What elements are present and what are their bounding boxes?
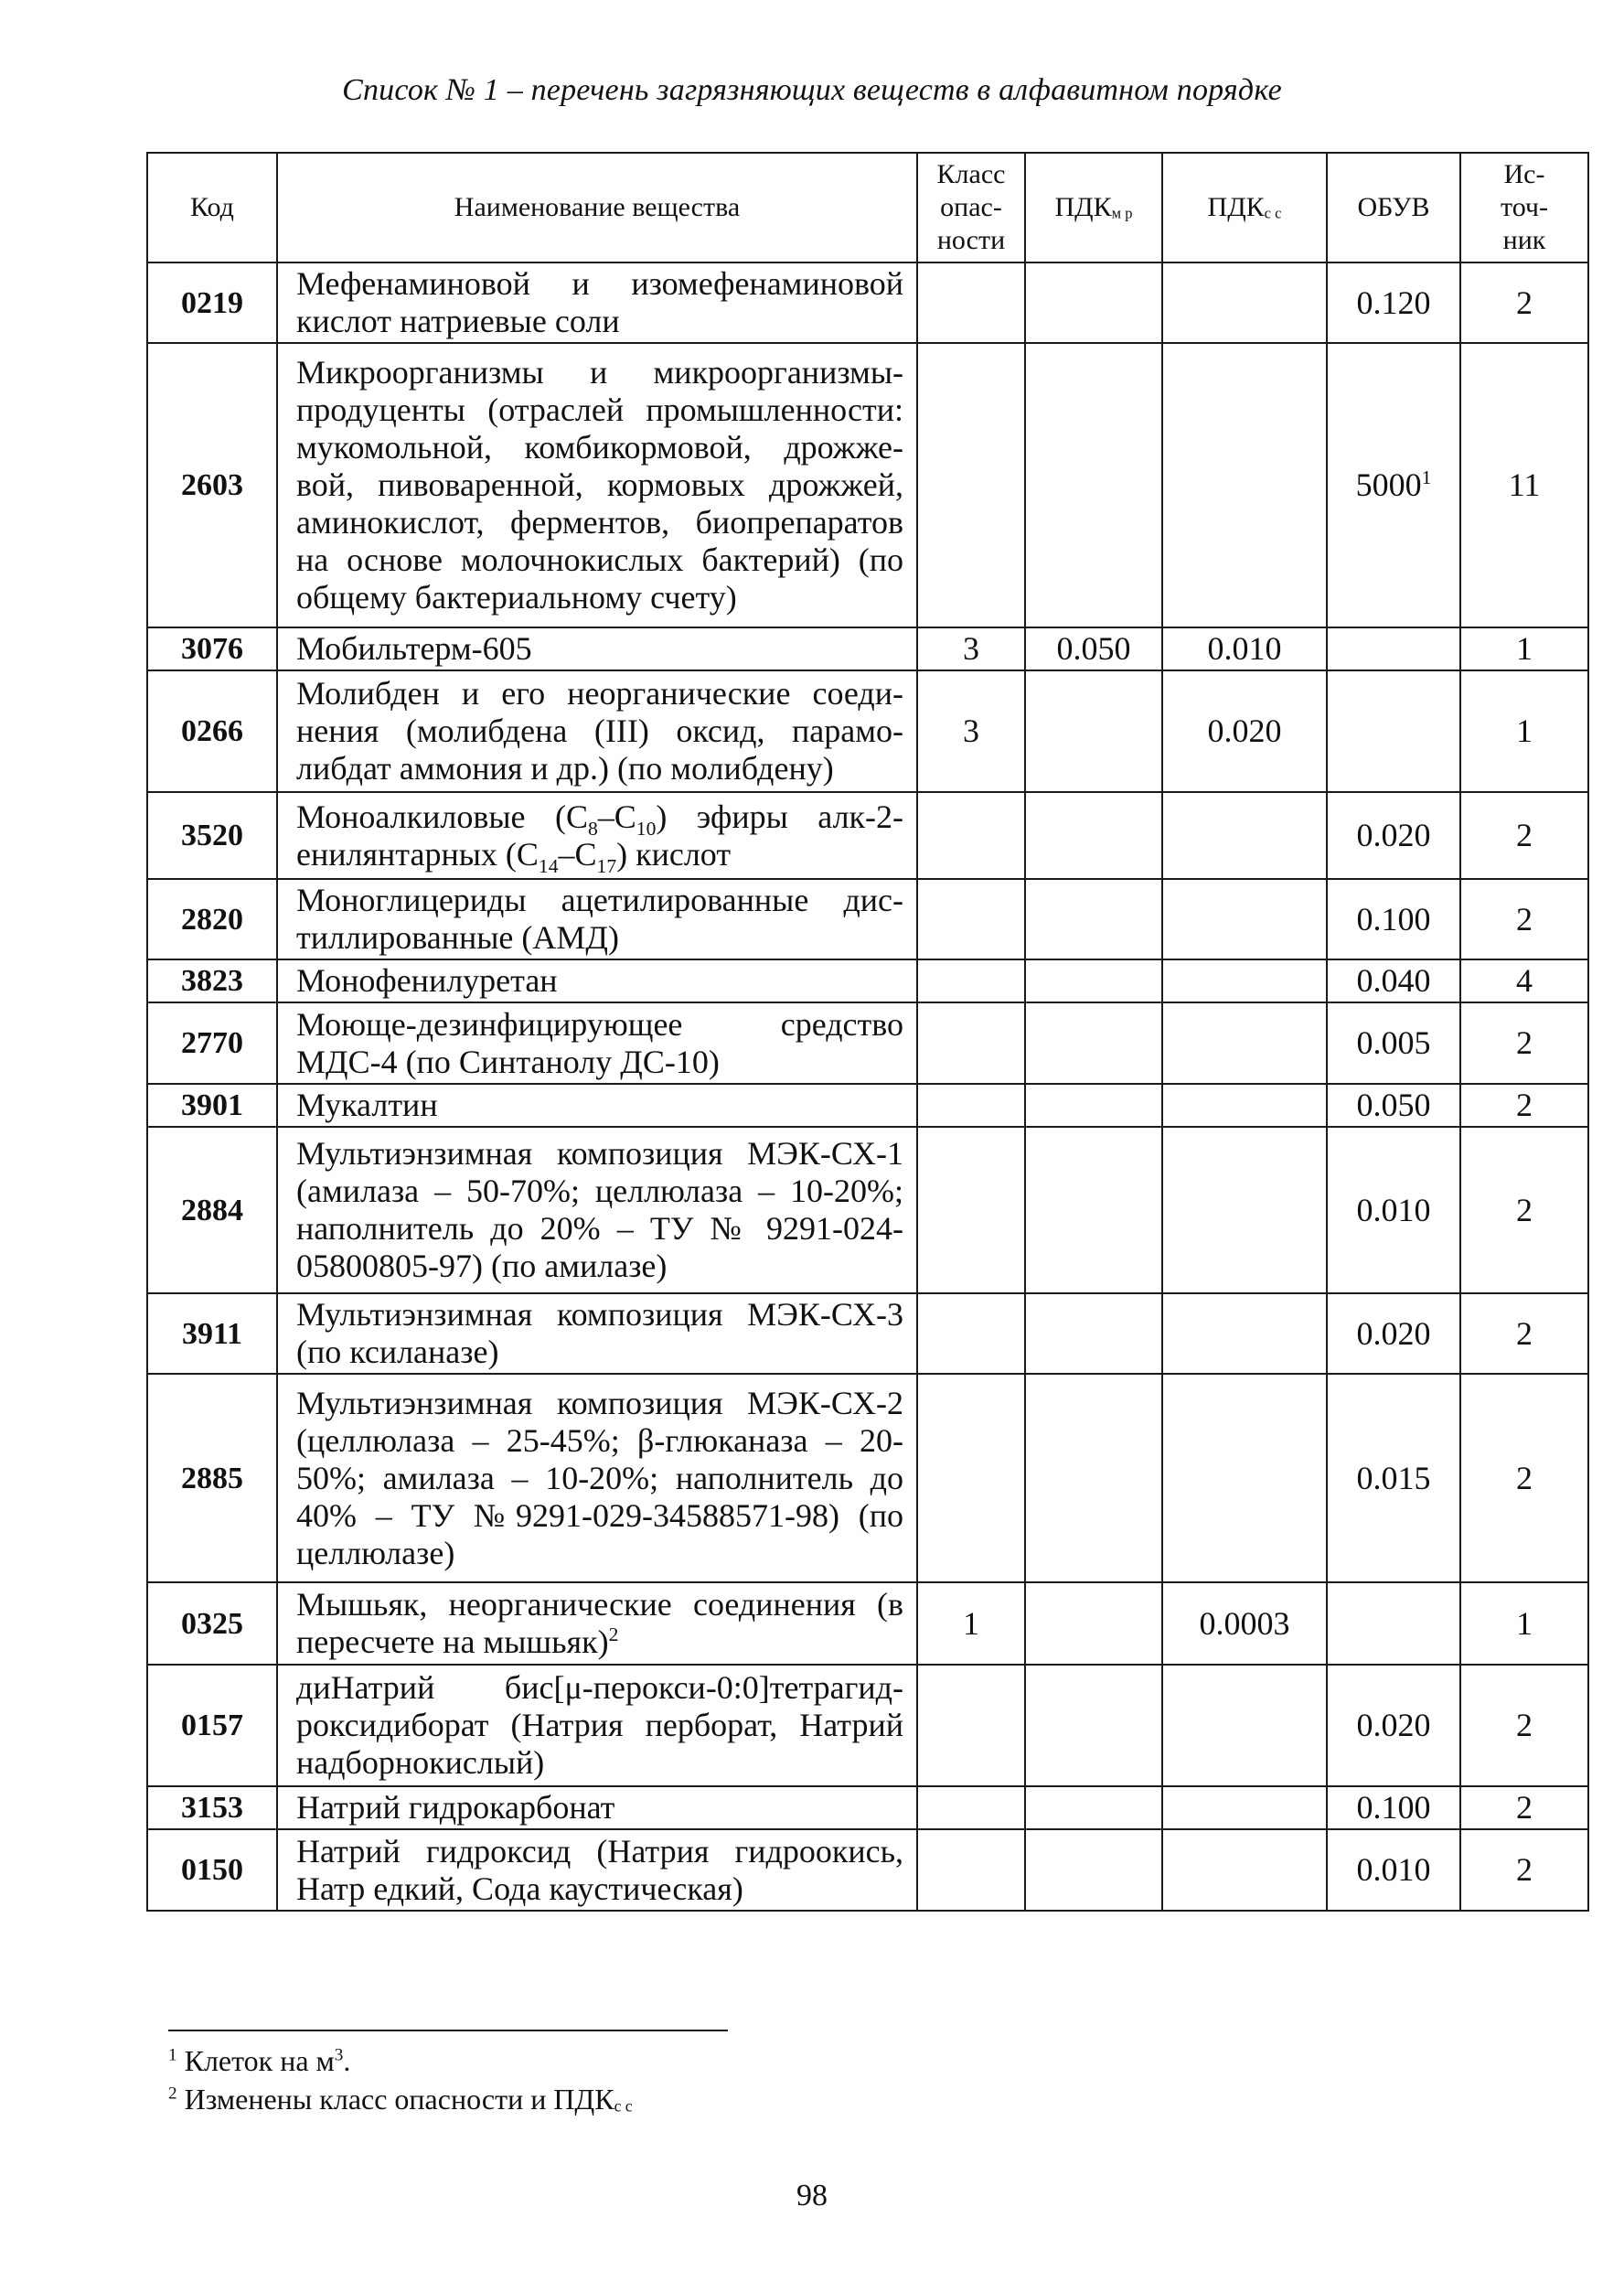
cell-pdk-ss: 0.020 bbox=[1162, 670, 1327, 792]
cell-pdk-ss: 0.010 bbox=[1162, 627, 1327, 670]
header-pdk-ss-main: ПДК bbox=[1207, 192, 1265, 222]
cell-source: 2 bbox=[1460, 879, 1588, 959]
cell-code: 2820 bbox=[147, 879, 277, 959]
cell-obuv bbox=[1327, 1582, 1460, 1665]
footnote-2-text: Изменены класс опасности и ПДК bbox=[176, 2083, 614, 2116]
cell-obuv: 0.015 bbox=[1327, 1374, 1460, 1582]
name-part: –C bbox=[597, 798, 636, 835]
cell-code: 2884 bbox=[147, 1127, 277, 1293]
cell-name: Молибден и его неорганические соеди-нения (молибдена (III) оксид, парамо-либдат аммония и др.) (по молибдену) bbox=[277, 670, 917, 792]
cell-pdk-mr bbox=[1025, 343, 1162, 627]
cell-class bbox=[917, 1829, 1025, 1911]
cell-class bbox=[917, 1127, 1025, 1293]
header-hazard-class bbox=[917, 153, 1025, 262]
cell-class: 3 bbox=[917, 670, 1025, 792]
name-part: ) эфиры алк-2-енилянтарных (C bbox=[296, 798, 903, 873]
cell-source: 2 bbox=[1460, 1127, 1588, 1293]
header-source bbox=[1460, 153, 1588, 262]
cell-class: 1 bbox=[917, 1582, 1025, 1665]
cell-pdk-mr bbox=[1025, 1786, 1162, 1829]
cell-pdk-ss bbox=[1162, 1084, 1327, 1127]
cell-source: 2 bbox=[1460, 1829, 1588, 1911]
cell-name: Мобильтерм-605 bbox=[277, 627, 917, 670]
cell-code: 2770 bbox=[147, 1002, 277, 1084]
cell-name: Монофенилуретан bbox=[277, 959, 917, 1002]
footnote-2-mark: 2 bbox=[168, 2084, 177, 2104]
cell-obuv: 0.020 bbox=[1327, 792, 1460, 879]
footnote-ref-2: 2 bbox=[608, 1623, 619, 1645]
substances-table-wrapper bbox=[146, 152, 1587, 1912]
page-number: 98 bbox=[796, 2179, 828, 2212]
cell-pdk-ss bbox=[1162, 1374, 1327, 1582]
cell-pdk-mr bbox=[1025, 670, 1162, 792]
table-header-row bbox=[147, 153, 1588, 262]
cell-class bbox=[917, 1293, 1025, 1374]
cell-name: Мультиэнзимная композиция МЭК-СХ-3 (по ксиланазе) bbox=[277, 1293, 917, 1374]
cell-obuv: 0.050 bbox=[1327, 1084, 1460, 1127]
footnote-1-mark: 1 bbox=[168, 2045, 177, 2065]
cell-obuv: 0.010 bbox=[1327, 1829, 1460, 1911]
cell-source: 2 bbox=[1460, 792, 1588, 879]
cell-source: 1 bbox=[1460, 670, 1588, 792]
table-row bbox=[147, 959, 1588, 1002]
cell-source: 2 bbox=[1460, 1084, 1588, 1127]
footnote-2 bbox=[168, 2082, 633, 2116]
table-row bbox=[147, 1127, 1588, 1293]
cell-name bbox=[277, 1582, 917, 1665]
cell-pdk-ss bbox=[1162, 343, 1327, 627]
cell-pdk-mr bbox=[1025, 792, 1162, 879]
cell-class bbox=[917, 879, 1025, 959]
cell-name: Мультиэнзимная композиция МЭК-СХ-1 (амилаза – 50-70%; целлюлаза – 10-20%; наполнитель до 20% – ТУ № 9291-024-05800805-97) (по амилазе) bbox=[277, 1127, 917, 1293]
cell-pdk-ss bbox=[1162, 1829, 1327, 1911]
cell-class bbox=[917, 1002, 1025, 1084]
cell-code: 2603 bbox=[147, 343, 277, 627]
cell-code: 3153 bbox=[147, 1786, 277, 1829]
cell-name: Натрий гидрокарбонат bbox=[277, 1786, 917, 1829]
cell-source: 2 bbox=[1460, 262, 1588, 343]
cell-class: 3 bbox=[917, 627, 1025, 670]
cell-name: Мультиэнзимная композиция МЭК-СХ-2 (целлюлаза – 25-45%; β-глюканаза – 20-50%; амилаза – 10-20%; наполнитель до 40% – ТУ №9291-029-34588571-98) (по целлюлазе) bbox=[277, 1374, 917, 1582]
cell-obuv-value: 5000 bbox=[1355, 466, 1422, 503]
table-row bbox=[147, 879, 1588, 959]
cell-source: 2 bbox=[1460, 1665, 1588, 1786]
table-row bbox=[147, 1829, 1588, 1911]
cell-code: 0157 bbox=[147, 1665, 277, 1786]
cell-pdk-ss bbox=[1162, 262, 1327, 343]
table-row bbox=[147, 1665, 1588, 1786]
header-obuv: ОБУВ bbox=[1327, 153, 1460, 262]
cell-class bbox=[917, 1786, 1025, 1829]
cell-source: 4 bbox=[1460, 959, 1588, 1002]
cell-name: Мукалтин bbox=[277, 1084, 917, 1127]
cell-pdk-mr bbox=[1025, 959, 1162, 1002]
name-subscript: 8 bbox=[587, 817, 598, 840]
header-source-line-1: Ис- bbox=[1503, 159, 1545, 189]
header-pdk-mr-main: ПДК bbox=[1054, 192, 1112, 222]
table-row bbox=[147, 262, 1588, 343]
header-pdk-mr bbox=[1025, 153, 1162, 262]
cell-code: 3076 bbox=[147, 627, 277, 670]
substances-table bbox=[146, 152, 1589, 1912]
footnote-divider bbox=[168, 2030, 728, 2031]
cell-pdk-mr bbox=[1025, 1374, 1162, 1582]
cell-source: 1 bbox=[1460, 1582, 1588, 1665]
cell-pdk-ss bbox=[1162, 959, 1327, 1002]
table-row bbox=[147, 792, 1588, 879]
cell-pdk-mr bbox=[1025, 1084, 1162, 1127]
cell-obuv: 0.040 bbox=[1327, 959, 1460, 1002]
header-source-line-2: точ- bbox=[1500, 192, 1549, 222]
table-row bbox=[147, 1786, 1588, 1829]
cell-code: 2885 bbox=[147, 1374, 277, 1582]
cell-pdk-mr bbox=[1025, 1665, 1162, 1786]
table-row bbox=[147, 343, 1588, 627]
footnote-1-text: Клеток на м bbox=[176, 2044, 335, 2077]
cell-class bbox=[917, 1374, 1025, 1582]
cell-obuv: 0.010 bbox=[1327, 1127, 1460, 1293]
header-hazard-class-line-2: опас- bbox=[940, 192, 1002, 222]
cell-obuv bbox=[1327, 343, 1460, 627]
cell-obuv: 0.100 bbox=[1327, 879, 1460, 959]
footnote-1-sup: 3 bbox=[334, 2045, 344, 2065]
cell-obuv: 0.020 bbox=[1327, 1293, 1460, 1374]
cell-obuv bbox=[1327, 627, 1460, 670]
header-source-line-3: ник bbox=[1502, 225, 1546, 255]
cell-source: 2 bbox=[1460, 1374, 1588, 1582]
cell-name: Моноглицериды ацетилированные дис-тиллированные (АМД) bbox=[277, 879, 917, 959]
header-hazard-class-line-1: Класс bbox=[936, 159, 1006, 189]
cell-class bbox=[917, 1665, 1025, 1786]
page-title: Список № 1 – перечень загрязняющих веществ в алфавитном порядке bbox=[342, 73, 1282, 107]
cell-source: 2 bbox=[1460, 1786, 1588, 1829]
name-part: Моноалкиловые (C bbox=[296, 798, 588, 835]
cell-code: 3520 bbox=[147, 792, 277, 879]
cell-pdk-ss bbox=[1162, 1127, 1327, 1293]
name-subscript: 17 bbox=[596, 854, 617, 877]
cell-name: Натрий гидроксид (Натрия гидроокись, Натр едкий, Сода каустическая) bbox=[277, 1829, 917, 1911]
table-row bbox=[147, 1374, 1588, 1582]
table-row bbox=[147, 670, 1588, 792]
name-subscript: 14 bbox=[538, 854, 559, 877]
cell-code: 3901 bbox=[147, 1084, 277, 1127]
table-row bbox=[147, 627, 1588, 670]
cell-obuv bbox=[1327, 670, 1460, 792]
cell-class bbox=[917, 1084, 1025, 1127]
cell-name: Мефенаминовой и изомефенаминовой кислот натриевые соли bbox=[277, 262, 917, 343]
cell-code: 0266 bbox=[147, 670, 277, 792]
cell-pdk-mr bbox=[1025, 1829, 1162, 1911]
footnote-1-end: . bbox=[343, 2044, 351, 2077]
cell-obuv: 0.120 bbox=[1327, 262, 1460, 343]
name-text: Мышьяк, неорганические соединения (в пересчете на мышьяк) bbox=[296, 1586, 903, 1660]
cell-pdk-mr bbox=[1025, 1002, 1162, 1084]
cell-class bbox=[917, 959, 1025, 1002]
cell-pdk-ss bbox=[1162, 1293, 1327, 1374]
header-pdk-mr-sub: м р bbox=[1111, 204, 1133, 222]
cell-name: диНатрий бис[μ-перокси-0:0]тетрагид-роксидиборат (Натрия перборат, Натрий надборнокислый) bbox=[277, 1665, 917, 1786]
cell-pdk-mr: 0.050 bbox=[1025, 627, 1162, 670]
table-row bbox=[147, 1293, 1588, 1374]
cell-pdk-ss bbox=[1162, 879, 1327, 959]
cell-source: 11 bbox=[1460, 343, 1588, 627]
cell-code: 0219 bbox=[147, 262, 277, 343]
header-name: Наименование вещества bbox=[277, 153, 917, 262]
header-code: Код bbox=[147, 153, 277, 262]
table-row bbox=[147, 1084, 1588, 1127]
cell-source: 2 bbox=[1460, 1002, 1588, 1084]
cell-pdk-ss: 0.0003 bbox=[1162, 1582, 1327, 1665]
cell-name bbox=[277, 792, 917, 879]
name-part: ) кислот bbox=[616, 835, 732, 873]
table-row bbox=[147, 1582, 1588, 1665]
cell-code: 0325 bbox=[147, 1582, 277, 1665]
cell-name: Микроорганизмы и микроорганизмы-продуценты (отраслей промышленности: мукомольной, комбикормовой, дрожже-вой, пивоваренной, кормовых дрожжей, аминокислот, ферментов, биопрепаратов на основе молочнокислых бактерий) (по общему бактериальному счету) bbox=[277, 343, 917, 627]
cell-pdk-ss bbox=[1162, 1786, 1327, 1829]
cell-code: 3911 bbox=[147, 1293, 277, 1374]
cell-pdk-mr bbox=[1025, 1582, 1162, 1665]
cell-pdk-ss bbox=[1162, 1002, 1327, 1084]
cell-obuv: 0.005 bbox=[1327, 1002, 1460, 1084]
cell-pdk-mr bbox=[1025, 879, 1162, 959]
header-pdk-ss-sub: с с bbox=[1264, 204, 1282, 222]
footnote-ref-1: 1 bbox=[1421, 466, 1432, 488]
cell-pdk-ss bbox=[1162, 1665, 1327, 1786]
footnote-2-sub: с с bbox=[614, 2096, 633, 2116]
cell-name: Моюще-дезинфицирующее средство МДС-4 (по Синтанолу ДС-10) bbox=[277, 1002, 917, 1084]
header-pdk-ss bbox=[1162, 153, 1327, 262]
table-row bbox=[147, 1002, 1588, 1084]
cell-class bbox=[917, 343, 1025, 627]
cell-code: 3823 bbox=[147, 959, 277, 1002]
cell-obuv: 0.100 bbox=[1327, 1786, 1460, 1829]
footnote-1 bbox=[168, 2043, 350, 2078]
cell-class bbox=[917, 262, 1025, 343]
cell-pdk-mr bbox=[1025, 1127, 1162, 1293]
name-part: –C bbox=[558, 835, 597, 873]
cell-source: 1 bbox=[1460, 627, 1588, 670]
header-hazard-class-line-3: ности bbox=[936, 225, 1006, 255]
cell-pdk-ss bbox=[1162, 792, 1327, 879]
cell-code: 0150 bbox=[147, 1829, 277, 1911]
name-subscript: 10 bbox=[636, 817, 657, 840]
cell-class bbox=[917, 792, 1025, 879]
cell-obuv: 0.020 bbox=[1327, 1665, 1460, 1786]
cell-pdk-mr bbox=[1025, 1293, 1162, 1374]
cell-pdk-mr bbox=[1025, 262, 1162, 343]
cell-source: 2 bbox=[1460, 1293, 1588, 1374]
